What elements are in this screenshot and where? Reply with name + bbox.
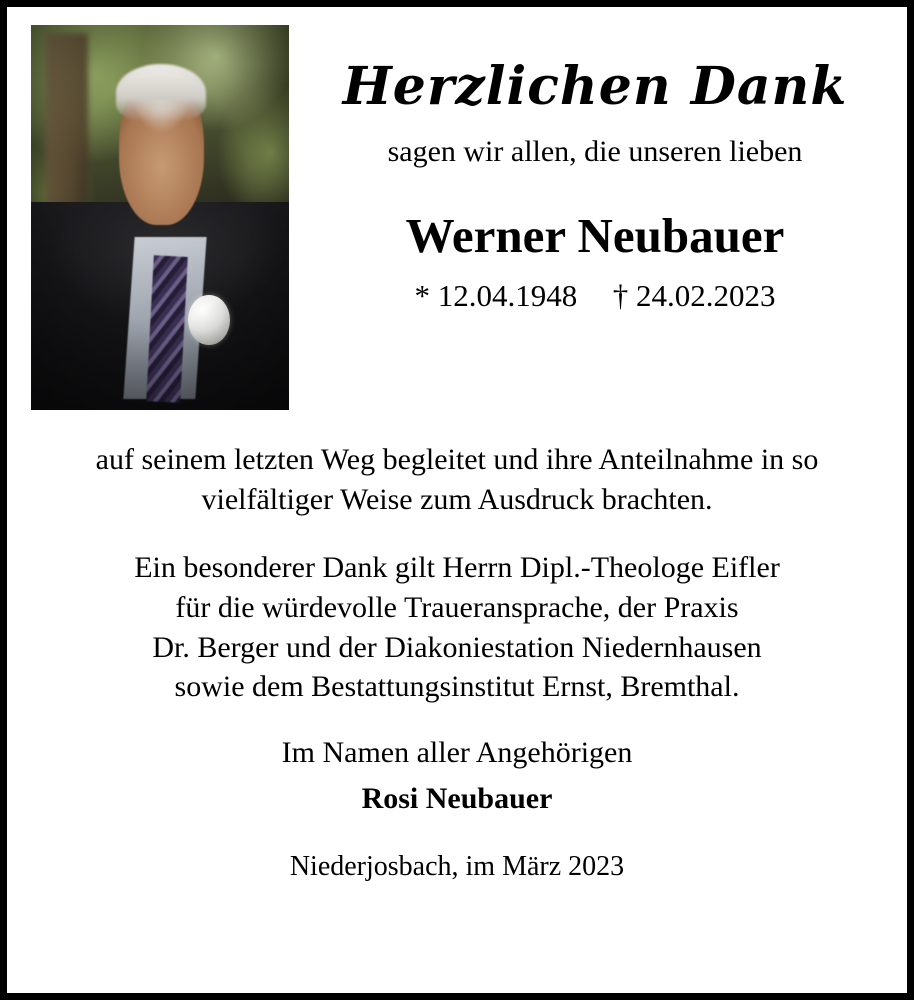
photo-vignette	[31, 25, 289, 410]
notice-header-section	[31, 25, 883, 410]
life-dates	[307, 277, 883, 314]
thanks-headline: Herzlichen Dank	[342, 56, 848, 117]
death-date: † 24.02.2023	[612, 277, 776, 313]
place-and-date: Niederjosbach, im März 2023	[289, 851, 625, 883]
special-thanks-line-1: Ein besonderer Dank gilt Herrn Dipl.-Theologe Eifler	[134, 550, 780, 584]
paragraph-gratitude: auf seinem letzten Weg begleitet und ihre Anteilnahme in so vielfältiger Weise zum Ausdruck brachten.	[95, 443, 819, 516]
header-text-block	[307, 25, 883, 314]
special-thanks-line-4: sowie dem Bestattungsinstitut Ernst, Bremthal.	[174, 670, 740, 704]
deceased-name: Werner Neubauer	[405, 207, 785, 263]
subline-text: sagen wir allen, die unseren lieben	[387, 135, 803, 168]
notice-inner	[7, 7, 907, 993]
special-thanks-line-2: für die würdevolle Traueransprache, der Praxis	[175, 590, 739, 624]
signatory-name: Rosi Neubauer	[361, 782, 553, 816]
notice-body-section	[31, 440, 883, 886]
special-thanks-line-3: Dr. Berger und der Diakoniestation Niedernhausen	[152, 630, 762, 664]
birth-date: * 12.04.1948	[414, 277, 578, 313]
portrait-photo	[31, 25, 289, 410]
closing-line: Im Namen aller Angehörigen	[281, 736, 633, 770]
paragraph-special-thanks	[31, 548, 883, 708]
